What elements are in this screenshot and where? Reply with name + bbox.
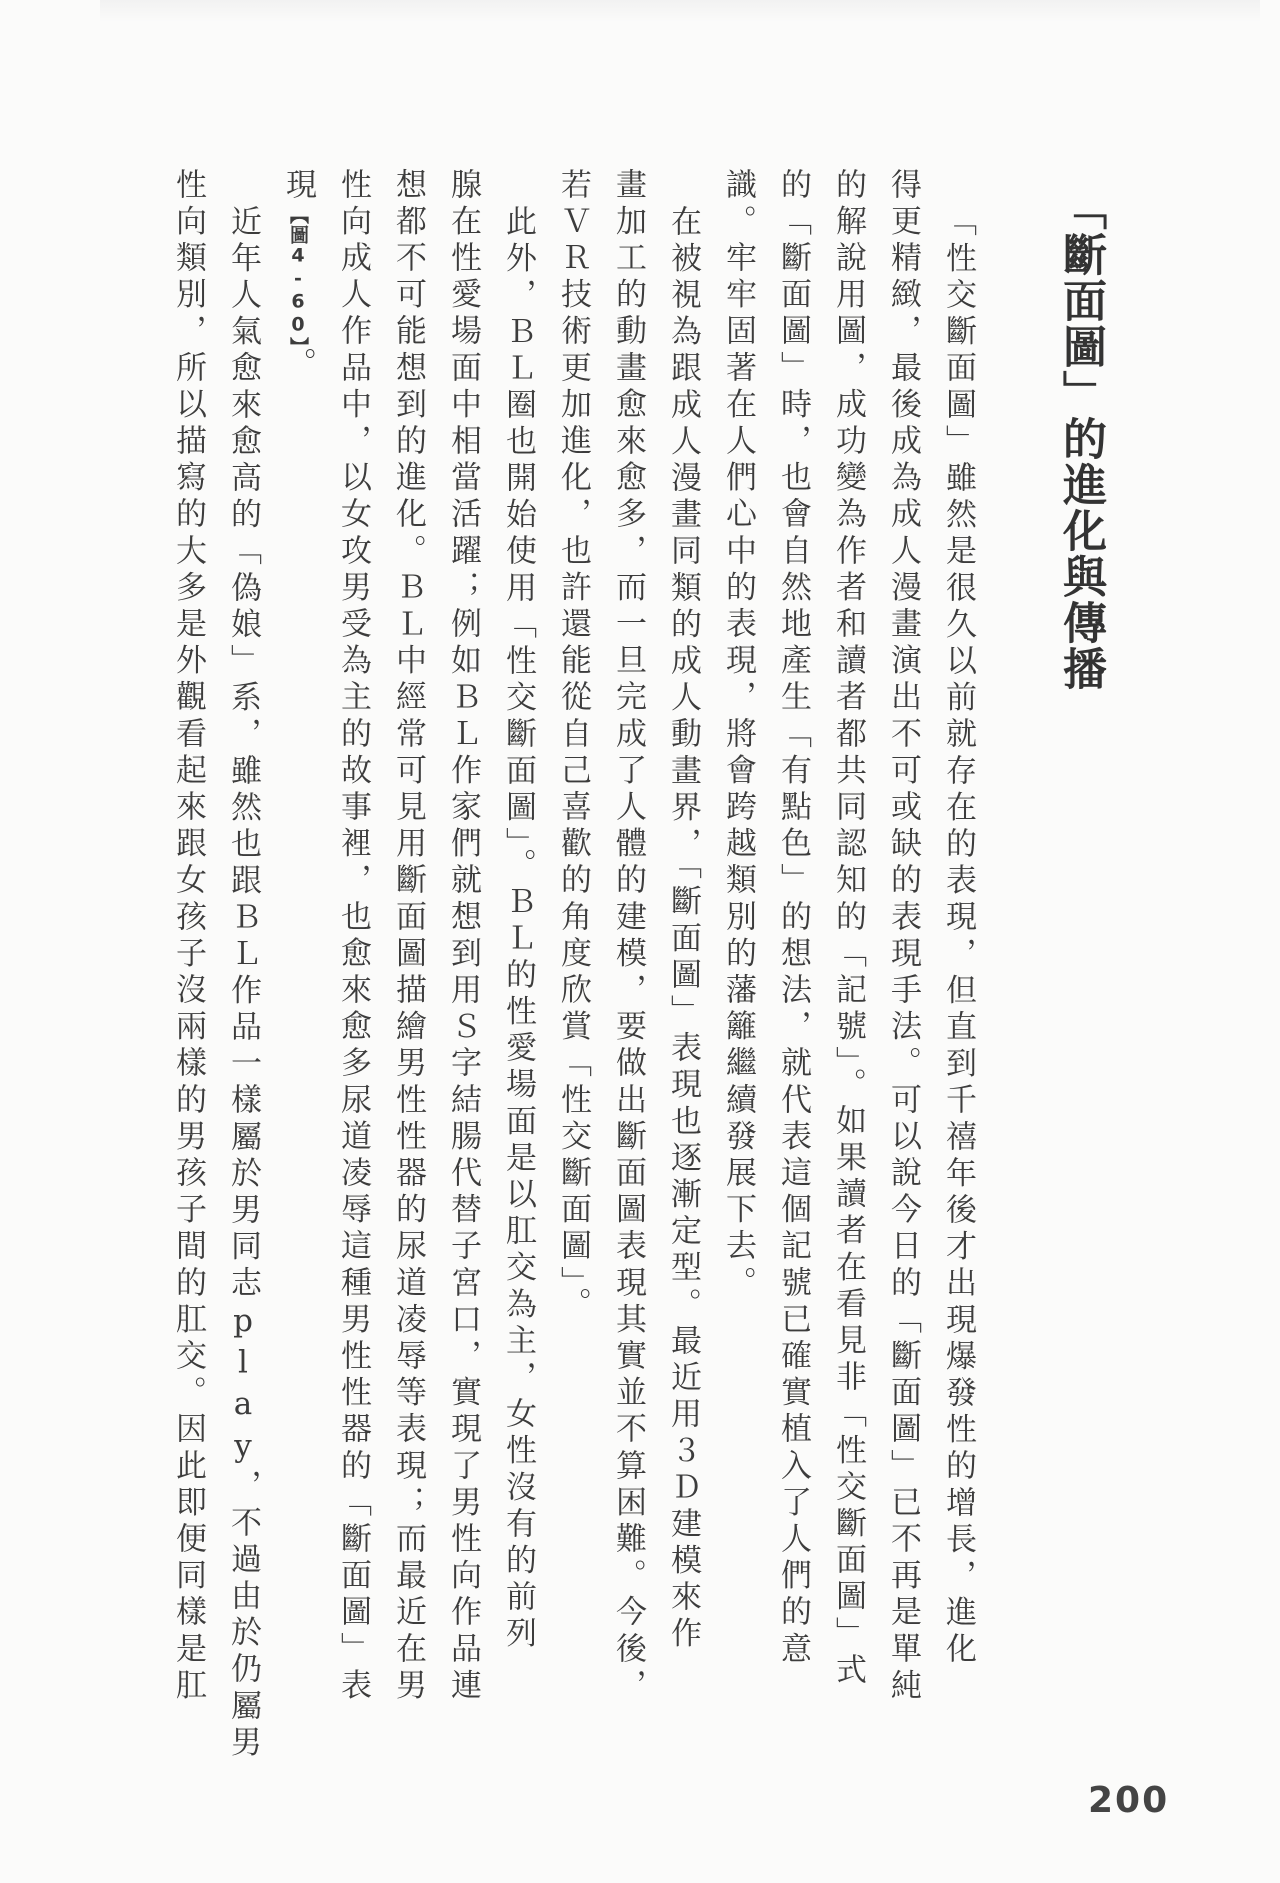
section-title: 「斷面圖」的進化與傳播 xyxy=(1055,186,1106,692)
text-column-10: 腺在性愛場面中相當活躍；例如ＢＬ作家們就想到用Ｓ字結腸代替子宮口，實現了男性向作品連 xyxy=(445,168,481,1706)
text-column-3: 的解說用圖，成功變為作者和讀者都共同認知的「記號」。如果讀者在看見非「性交斷面圖」式 xyxy=(830,168,866,1690)
text-column-1: 「性交斷面圖」雖然是很久以前就存在的表現，但直到千禧年後才出現爆發性的增長，進化 xyxy=(940,205,976,1669)
text-column-6: 在被視為跟成人漫畫同類的成人動畫界，「斷面圖」表現也逐漸定型。最近用３Ｄ建模來作 xyxy=(665,205,701,1654)
text-column-15: 性向類別，所以描寫的大多是外觀看起來跟女孩子沒兩樣的男孩子間的肛交。因此即便同樣是肛 xyxy=(170,168,206,1706)
text-column-9: 此外，ＢＬ圈也開始使用「性交斷面圖」。ＢＬ的性愛場面是以肛交為主，女性沒有的前列 xyxy=(500,205,536,1654)
text-column-4: 的「斷面圖」時，也會自然地產生「有點色」的想法，就代表這個記號已確實植入了人們的意 xyxy=(775,168,811,1669)
text-column-8: 若ＶＲ技術更加進化，也許還能從自己喜歡的角度欣賞「性交斷面圖」。 xyxy=(555,168,591,1324)
figure-reference: 【圖4-60】 xyxy=(287,204,309,348)
text-column-5: 識。牢牢固著在人們心中的表現，將會跨越類別的藩籬繼續發展下去。 xyxy=(720,168,756,1303)
column-tail: 。 xyxy=(280,347,316,384)
page-number: 200 xyxy=(1088,1780,1170,1821)
text-column-7: 畫加工的動畫愈來愈多，而一旦完成了人體的建模，要做出斷面圖表現其實並不算困難。今後， xyxy=(610,168,646,1706)
column-text: 現 xyxy=(280,168,316,205)
text-column-2: 得更精緻，最後成為成人漫畫演出不可或缺的表現手法。可以說今日的「斷面圖」已不再是單純 xyxy=(885,168,921,1706)
text-column-12: 性向成人作品中，以女攻男受為主的故事裡，也愈來愈多尿道凌辱這種男性性器的「斷面圖」表 xyxy=(335,168,371,1706)
text-column-13 xyxy=(280,168,316,384)
text-column-11: 想都不可能想到的進化。ＢＬ中經常可見用斷面圖描繪男性性器的尿道凌辱等表現；而最近在男 xyxy=(390,168,426,1706)
text-column-14: 近年人氣愈來愈高的「偽娘」系，雖然也跟ＢＬ作品一樣屬於男同志play，不過由於仍屬男 xyxy=(225,205,261,1763)
